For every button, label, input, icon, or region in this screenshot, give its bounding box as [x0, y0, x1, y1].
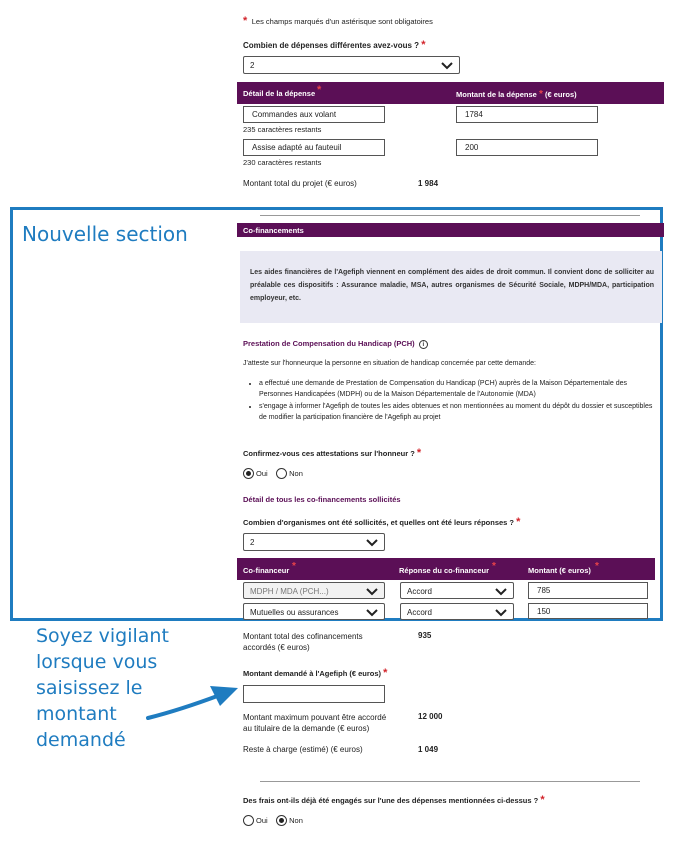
confirm-question: Confirmez-vous ces attestations sur l'honneur ? * — [243, 447, 422, 459]
chevron-down-icon — [366, 537, 378, 547]
reponse-select[interactable]: Accord — [400, 603, 514, 620]
cofinanceur-select[interactable]: Mutuelles ou assurances — [243, 603, 385, 620]
frais-radio-group: Oui Non — [243, 812, 307, 830]
frais-question: Des frais ont-ils déjà été engagés sur l'une des dépenses mentionnées ci-dessus ? * — [243, 794, 545, 806]
cofi-detail-title: Détail de tous les co-financements sollicités — [243, 495, 401, 504]
frais-non-radio[interactable] — [276, 815, 287, 826]
attest-intro: J'atteste sur l'honneurque la personne en situation de handicap concernée par cette demande: — [243, 360, 536, 367]
demande-label: Montant demandé à l'Agefiph (€ euros) * — [243, 667, 388, 679]
reste-label: Reste à charge (estimé) (€ euros) — [243, 745, 363, 754]
chevron-down-icon — [495, 607, 507, 617]
new-section-annotation: Nouvelle section — [22, 222, 188, 246]
orgs-question: Combien d'organismes ont été sollicités, et quelles ont été leurs réponses ? * — [243, 516, 521, 528]
confirm-radio-group: Oui Non — [243, 465, 307, 483]
required-note: * Les champs marqués d'un astérisque sont obligatoires — [243, 15, 433, 27]
cofinancements-header: Co-financements — [237, 223, 664, 237]
depense-montant-input[interactable]: 1784 — [456, 106, 598, 123]
pch-title: Prestation de Compensation du Handicap (PCH) i — [243, 339, 428, 349]
cofi-montant-input[interactable]: 150 — [528, 603, 648, 619]
depense-detail-input[interactable]: Assise adapté au fauteuil — [243, 139, 385, 156]
cofi-total-value: 935 — [418, 631, 432, 640]
reponse-select[interactable]: Accord — [400, 582, 514, 599]
confirm-non-radio[interactable] — [276, 468, 287, 479]
cofinanceur-select[interactable]: MDPH / MDA (PCH...) — [243, 582, 385, 599]
info-icon[interactable]: i — [419, 340, 428, 349]
chevron-down-icon — [441, 60, 453, 70]
required-asterisk: * — [243, 15, 248, 27]
total-projet-value: 1 984 — [418, 179, 439, 188]
cofi-total-label: Montant total des cofinancements accordés (€ euros) — [243, 632, 363, 652]
confirm-oui-radio[interactable] — [243, 468, 254, 479]
cofi-montant-input[interactable]: 785 — [528, 582, 648, 599]
divider — [260, 781, 640, 782]
chevron-down-icon — [366, 607, 378, 617]
frais-oui-radio[interactable] — [243, 815, 254, 826]
chevron-down-icon — [366, 586, 378, 596]
depense-detail-input[interactable]: Commandes aux volant — [243, 106, 385, 123]
max-label: Montant maximum pouvant être accordé au titulaire de la demande (€ euros) — [243, 713, 387, 733]
divider — [260, 215, 640, 216]
info-box: Les aides financières de l'Agefiph viennent en complément des aides de droit commun. Il convient donc de solliciter au préalable ces dispositifs : Assurance maladie, MSA, autres organismes de Sécurité Sociale, MDPH/MDA, participation employeur, etc. — [240, 251, 662, 323]
chars-remaining: 230 caractères restants — [243, 158, 322, 167]
total-projet-label: Montant total du projet (€ euros) — [243, 179, 357, 188]
depenses-count-select[interactable]: 2 — [243, 56, 460, 74]
cofi-table-header: Co-financeur * Réponse du co-financeur * Montant (€ euros) * — [237, 558, 655, 580]
depenses-question: Combien de dépenses différentes avez-vous ? * — [243, 39, 426, 51]
orgs-count-select[interactable]: 2 — [243, 533, 385, 551]
arrow-icon — [140, 680, 250, 725]
chevron-down-icon — [495, 586, 507, 596]
reste-value: 1 049 — [418, 745, 439, 754]
montant-demande-input[interactable] — [243, 685, 385, 703]
depense-montant-input[interactable]: 200 — [456, 139, 598, 156]
depenses-table-header: Détail de la dépense * Montant de la dépense * (€ euros) — [237, 82, 664, 104]
vigilant-annotation: Soyez vigilant lorsque vous saisissez le montant demandé — [36, 625, 169, 751]
attest-list — [243, 378, 661, 424]
max-value: 12 000 — [418, 712, 443, 721]
list-item: • a effectué une demande de Prestation de Compensation du Handicap (PCH) auprès de la Maison Départementale des Personnes Handicapées (MDPH) ou de la Maison Départementale de l'Autonomie (MDA) — [259, 378, 661, 400]
list-item: • s'engage à informer l'Agefiph de toutes les aides obtenues et non mentionnées au moment du dépôt du dossier et susceptibles de modifier la participation financière de l'Agefiph au projet — [259, 401, 661, 423]
chars-remaining: 235 caractères restants — [243, 125, 322, 134]
